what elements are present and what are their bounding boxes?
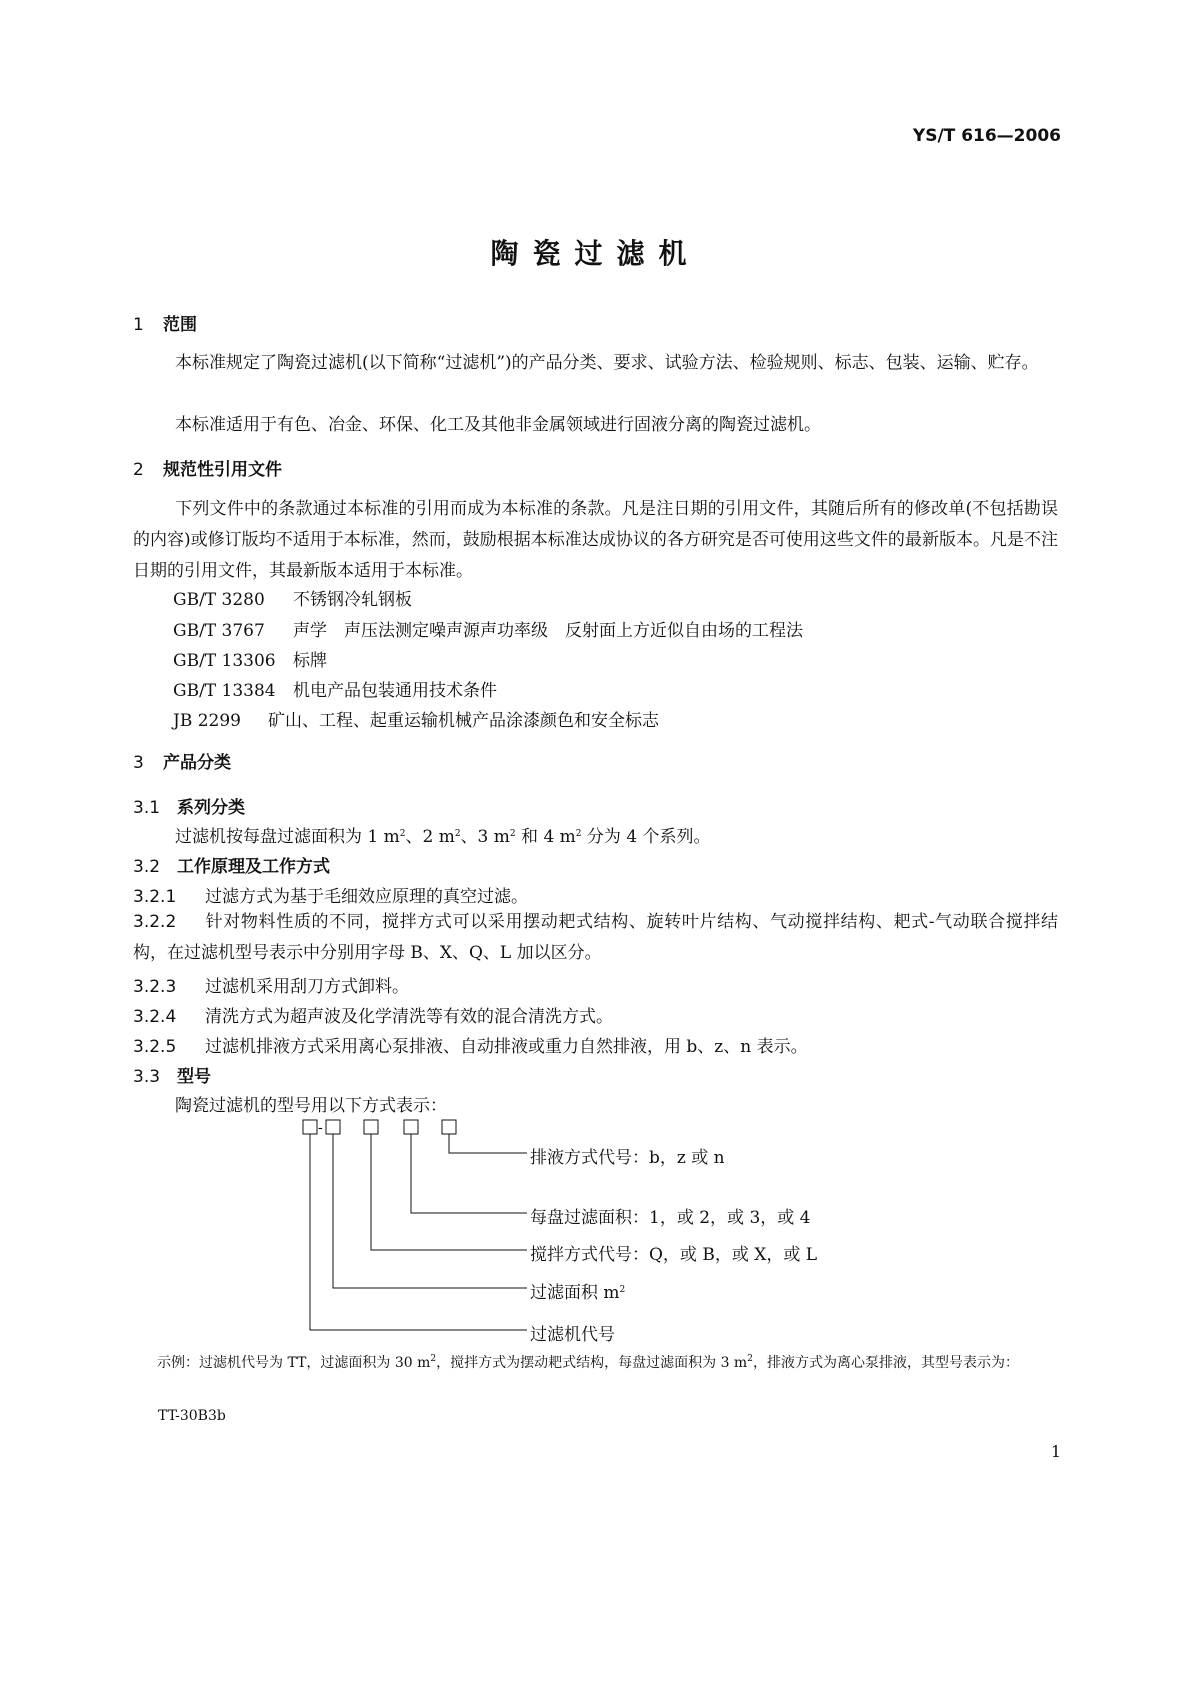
paragraph-text: 本标准适用于有色、冶金、环保、化工及其他非金属领域进行固液分离的陶瓷过滤机。 bbox=[175, 415, 821, 435]
note-text: ，排液方式为离心泵排液，其型号表示为： bbox=[752, 1355, 1019, 1371]
section-title: 范围 bbox=[163, 315, 197, 335]
note-text: ，搅拌方式为摆动耙式结构，每盘过滤面积为 3 m bbox=[436, 1355, 748, 1371]
section-3-1-text bbox=[175, 822, 711, 847]
section-title: 系列分类 bbox=[177, 798, 245, 818]
page-title: 陶瓷过滤机 bbox=[490, 237, 701, 270]
box-disc-area bbox=[404, 1120, 418, 1134]
clause-number: 3.2.2 bbox=[133, 912, 177, 932]
superscript: 2 bbox=[430, 1354, 437, 1364]
section-title: 型号 bbox=[177, 1067, 211, 1087]
clause-3-2-4 bbox=[133, 1002, 613, 1027]
superscript: 2 bbox=[454, 829, 461, 839]
clause-number: 3.2.4 bbox=[133, 1007, 177, 1027]
label-text: 过滤面积 m bbox=[530, 1283, 620, 1303]
ref-title: 机电产品包装通用技术条件 bbox=[293, 681, 497, 701]
section-number: 3 bbox=[133, 753, 144, 773]
text-part: 、3 m bbox=[460, 827, 510, 847]
section-3-1-heading bbox=[133, 793, 245, 818]
ref-code: GB/T 13384 bbox=[173, 681, 276, 701]
superscript: 2 bbox=[399, 829, 406, 839]
superscript: 2 bbox=[509, 829, 516, 839]
clause-number: 3.2.1 bbox=[133, 887, 177, 907]
reference-item bbox=[173, 676, 497, 701]
example-model: TT-30B3b bbox=[158, 1408, 226, 1424]
section-number: 3.3 bbox=[133, 1067, 161, 1087]
clause-text: 过滤机排液方式采用离心泵排液、自动排液或重力自然排液，用 b、z、n 表示。 bbox=[205, 1037, 808, 1057]
clause-3-2-1 bbox=[133, 882, 528, 907]
text-part: 和 4 m bbox=[515, 827, 576, 847]
section-title: 工作原理及工作方式 bbox=[177, 857, 330, 877]
label-filter-area bbox=[530, 1278, 625, 1303]
section-1-para-2 bbox=[133, 410, 1058, 441]
label-drainage-code: 排液方式代号：b，z 或 n bbox=[530, 1148, 725, 1168]
model-intro: 陶瓷过滤机的型号用以下方式表示： bbox=[175, 1096, 447, 1116]
paragraph-text: 本标准规定了陶瓷过滤机(以下简称“过滤机”)的产品分类、要求、试验方法、检验规则、标志、包装、运输、贮存。 bbox=[175, 353, 1039, 373]
reference-item bbox=[173, 616, 803, 641]
box-product-code bbox=[303, 1120, 317, 1134]
clause-number: 3.2.5 bbox=[133, 1037, 177, 1057]
label-disc-area: 每盘过滤面积：1，或 2，或 3，或 4 bbox=[530, 1208, 811, 1228]
superscript: 2 bbox=[747, 1354, 753, 1364]
text-part: 、2 m bbox=[405, 827, 455, 847]
text-part: 过滤机按每盘过滤面积为 1 m bbox=[175, 827, 400, 847]
note-text: 示例：过滤机代号为 TT，过滤面积为 30 m bbox=[157, 1355, 431, 1371]
section-2-para bbox=[133, 494, 1058, 587]
ref-title: 矿山、工程、起重运输机械产品涂漆颜色和安全标志 bbox=[268, 711, 659, 731]
label-agitation-code: 搅拌方式代号：Q，或 B，或 X，或 L bbox=[530, 1245, 818, 1265]
clause-3-2-5 bbox=[133, 1032, 808, 1057]
ref-code: JB 2299 bbox=[173, 711, 241, 731]
clause-text: 过滤方式为基于毛细效应原理的真空过滤。 bbox=[205, 887, 528, 907]
ref-title: 不锈钢冷轧钢板 bbox=[293, 590, 412, 610]
ref-code: GB/T 3280 bbox=[173, 590, 265, 610]
label-product-code: 过滤机代号 bbox=[530, 1325, 615, 1345]
clause-3-2-3 bbox=[133, 972, 409, 997]
ref-title: 声学 声压法测定噪声源声功率级 反射面上方近似自由场的工程法 bbox=[293, 621, 803, 641]
section-1-heading bbox=[133, 310, 197, 335]
clause-text: 过滤机采用刮刀方式卸料。 bbox=[205, 977, 409, 997]
paragraph-text: 下列文件中的条款通过本标准的引用而成为本标准的条款。凡是注日期的引用文件，其随后所有的修改单(不包括勘误的内容)或修订版均不适用于本标准，然而，鼓励根据本标准达成协议的各方研究是否可使用这些文件的最新版本。凡是不注日期的引用文件，其最新版本适用于本标准。 bbox=[133, 499, 1058, 581]
clause-text: 清洗方式为超声波及化学清洗等有效的混合清洗方式。 bbox=[205, 1007, 613, 1027]
dash-separator: - bbox=[318, 1120, 323, 1136]
text-part: 分为 4 个系列。 bbox=[581, 827, 711, 847]
clause-number: 3.2.3 bbox=[133, 977, 177, 997]
clause-3-2-2 bbox=[133, 907, 1058, 969]
example-note bbox=[133, 1345, 1058, 1377]
superscript: 2 bbox=[575, 829, 582, 839]
section-number: 3.1 bbox=[133, 798, 161, 818]
clause-text: 针对物料性质的不同，搅拌方式可以采用摆动耙式结构、旋转叶片结构、气动搅拌结构、耙式-气动联合搅拌结构，在过滤机型号表示中分别用字母 B、X、Q、L 加以区分。 bbox=[133, 912, 1058, 963]
page-number: 1 bbox=[1050, 1442, 1061, 1461]
box-agitation bbox=[364, 1120, 378, 1134]
ref-code: GB/T 3767 bbox=[173, 621, 265, 641]
section-2-heading bbox=[133, 455, 282, 480]
reference-item bbox=[173, 585, 412, 610]
section-title: 产品分类 bbox=[163, 753, 231, 773]
box-drainage bbox=[442, 1120, 456, 1134]
superscript: 2 bbox=[619, 1285, 626, 1295]
section-3-heading bbox=[133, 748, 231, 773]
standard-number: YS/T 616—2006 bbox=[912, 126, 1061, 146]
ref-code: GB/T 13306 bbox=[173, 651, 276, 671]
section-3-2-heading bbox=[133, 852, 330, 877]
section-1-para-1 bbox=[133, 348, 1058, 379]
section-3-3-heading bbox=[133, 1062, 211, 1087]
ref-title: 标牌 bbox=[293, 651, 327, 671]
section-number: 2 bbox=[133, 460, 144, 480]
section-number: 1 bbox=[133, 315, 144, 335]
box-filter-area bbox=[326, 1120, 340, 1134]
section-title: 规范性引用文件 bbox=[163, 460, 282, 480]
reference-item bbox=[173, 706, 659, 731]
reference-item bbox=[173, 646, 327, 671]
section-number: 3.2 bbox=[133, 857, 161, 877]
